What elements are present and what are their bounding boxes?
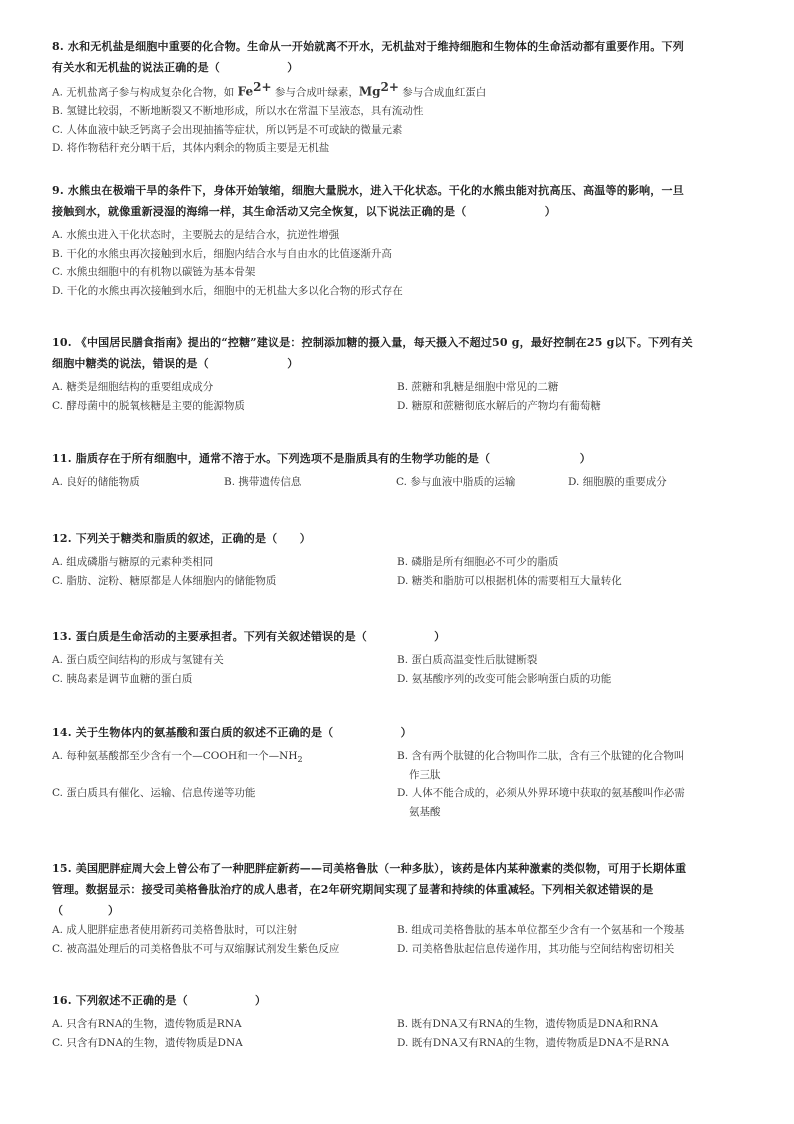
question-14-option-c: C. 蛋白质具有催化、运输、信息传递等功能 <box>52 787 256 799</box>
question-11-stem: 11. 脂质存在于所有细胞中，通常不溶于水。下列选项不是脂质具有的生物学功能的是（ ） <box>52 452 591 465</box>
question-15-option-c: C. 被高温处理后的司美格鲁肽不可与双缩脲试剂发生紫色反应 <box>52 942 340 955</box>
question-10-option-d: D. 糖原和蔗糖彻底水解后的产物均有葡萄糖 <box>397 399 601 412</box>
question-15-option-a: A. 成人肥胖症患者使用新药司美格鲁肽时，可以注射 <box>52 924 298 936</box>
question-13-option-c: C. 胰岛素是调节血糖的蛋白质 <box>52 672 193 685</box>
question-11-option-d: D. 细胞膜的重要成分 <box>568 476 667 488</box>
question-11 <box>52 448 742 492</box>
question-8-option-a: A. 无机盐离子参与构成复杂化合物，如 Fe2+ 参与合成叶绿素，Mg2+ 参与合成血红蛋白 <box>52 80 487 99</box>
question-10-option-a: A. 糖类是细胞结构的重要组成成分 <box>52 381 214 393</box>
question-9-option-a: A. 水熊虫进入干化状态时，主要脱去的是结合水，抗逆性增强 <box>52 229 340 241</box>
question-13-option-b: B. 蛋白质高温变性后肽键断裂 <box>397 654 538 666</box>
question-12-option-b: B. 磷脂是所有细胞必不可少的脂质 <box>397 556 559 568</box>
question-12-option-d: D. 糖类和脂肪可以根据机体的需要相互大量转化 <box>397 574 622 587</box>
question-9-option-b: B. 干化的水熊虫再次接触到水后，细胞内结合水与自由水的比值逐渐升高 <box>52 247 392 260</box>
question-12-option-a: A. 组成磷脂与糖原的元素种类相同 <box>52 556 214 568</box>
question-15-stem: 15. 美国肥胖症周大会上曾公布了一种肥胖症新药——司美格鲁肽（一种多肽），该药是体内某种激素的类似物，可用于长期体重 管理。数据显示：接受司美格鲁肽治疗的成人患者，在2年研究期间实现了显著和持续的体重减轻。下列相关叙述错误的是 （ ） <box>52 862 687 917</box>
question-8-option-d: D. 将作物秸秆充分晒干后，其体内剩余的物质主要是无机盐 <box>52 142 330 154</box>
question-13-option-d: D. 氨基酸序列的改变可能会影响蛋白质的功能 <box>397 672 612 685</box>
question-11-option-c: C. 参与血液中脂质的运输 <box>396 476 516 488</box>
question-13-option-a: A. 蛋白质空间结构的形成与氢键有关 <box>52 654 224 666</box>
question-16-option-a: A. 只含有RNA的生物，遗传物质是RNA <box>52 1018 242 1030</box>
question-14 <box>52 722 742 821</box>
question-10 <box>52 332 742 415</box>
question-10-stem: 10. 《中国居民膳食指南》提出的“控糖”建议是：控制添加糖的摄入量，每天摄入不超过50 g，最好控制在25 g以下。下列有关 细胞中糖类的说法，错误的是（ ） <box>52 336 693 370</box>
question-16-option-c: C. 只含有DNA的生物，遗传物质是DNA <box>52 1036 243 1049</box>
question-16-stem: 16. 下列叙述不正确的是（ ） <box>52 994 267 1007</box>
question-12 <box>52 528 742 590</box>
question-13 <box>52 626 742 688</box>
question-14-stem: 14. 关于生物体内的氨基酸和蛋白质的叙述不正确的是（ ） <box>52 726 412 739</box>
question-9-option-d: D. 干化的水熊虫再次接触到水后，细胞中的无机盐大多以化合物的形式存在 <box>52 284 403 297</box>
question-16-option-b: B. 既有DNA又有RNA的生物，遗传物质是DNA和RNA <box>397 1018 659 1030</box>
question-15 <box>52 858 742 958</box>
question-8-option-b: B. 氢键比较弱，不断地断裂又不断地形成，所以水在常温下呈液态，具有流动性 <box>52 105 424 117</box>
question-9-stem: 9. 水熊虫在极端干旱的条件下，身体开始皱缩，细胞大量脱水，进入干化状态。干化的水熊虫能对抗高压、高温等的影响，一旦 接触到水，就像重新浸湿的海绵一样，其生命活动又完全恢复，以下说法正确的是（ ） <box>52 184 684 218</box>
question-16 <box>52 990 742 1052</box>
question-10-option-c: C. 酵母菌中的脱氧核糖是主要的能源物质 <box>52 399 245 412</box>
question-15-option-b: B. 组成司美格鲁肽的基本单位都至少含有一个氨基和一个羧基 <box>397 924 685 936</box>
question-8-stem: 8. 水和无机盐是细胞中重要的化合物。生命从一开始就离不开水，无机盐对于维持细胞和生物体的生命活动都有重要作用。下列 有关水和无机盐的说法正确的是（ ） <box>52 40 684 74</box>
question-8 <box>52 36 742 158</box>
question-15-option-d: D. 司美格鲁肽起信息传递作用，其功能与空间结构密切相关 <box>397 942 675 955</box>
question-11-option-a: A. 良好的储能物质 <box>52 476 140 488</box>
question-8-option-c: C. 人体血液中缺乏钙离子会出现抽搐等症状，所以钙是不可或缺的微量元素 <box>52 123 403 136</box>
question-10-option-b: B. 蔗糖和乳糖是细胞中常见的二糖 <box>397 381 559 393</box>
question-12-option-c: C. 脂肪、淀粉、糖原都是人体细胞内的储能物质 <box>52 574 277 587</box>
question-12-stem: 12. 下列关于糖类和脂质的叙述，正确的是（ ） <box>52 532 311 545</box>
question-9-option-c: C. 水熊虫细胞中的有机物以碳链为基本骨架 <box>52 266 256 278</box>
question-9 <box>52 180 742 300</box>
question-14-option-d: D. 人体不能合成的，必须从外界环境中获取的氨基酸叫作必需 氨基酸 <box>397 787 685 818</box>
question-14-option-b: B. 含有两个肽键的化合物叫作二肽，含有三个肽键的化合物叫 作三肽 <box>397 750 685 781</box>
question-14-option-a: A. 每种氨基酸都至少含有一个—COOH和一个$—NH_2$ <box>52 750 303 765</box>
question-11-option-b: B. 携带遗传信息 <box>224 476 302 488</box>
question-13-stem: 13. 蛋白质是生命活动的主要承担者。下列有关叙述错误的是（ ） <box>52 630 446 643</box>
question-16-option-d: D. 既有DNA又有RNA的生物，遗传物质是DNA不是RNA <box>397 1036 669 1049</box>
